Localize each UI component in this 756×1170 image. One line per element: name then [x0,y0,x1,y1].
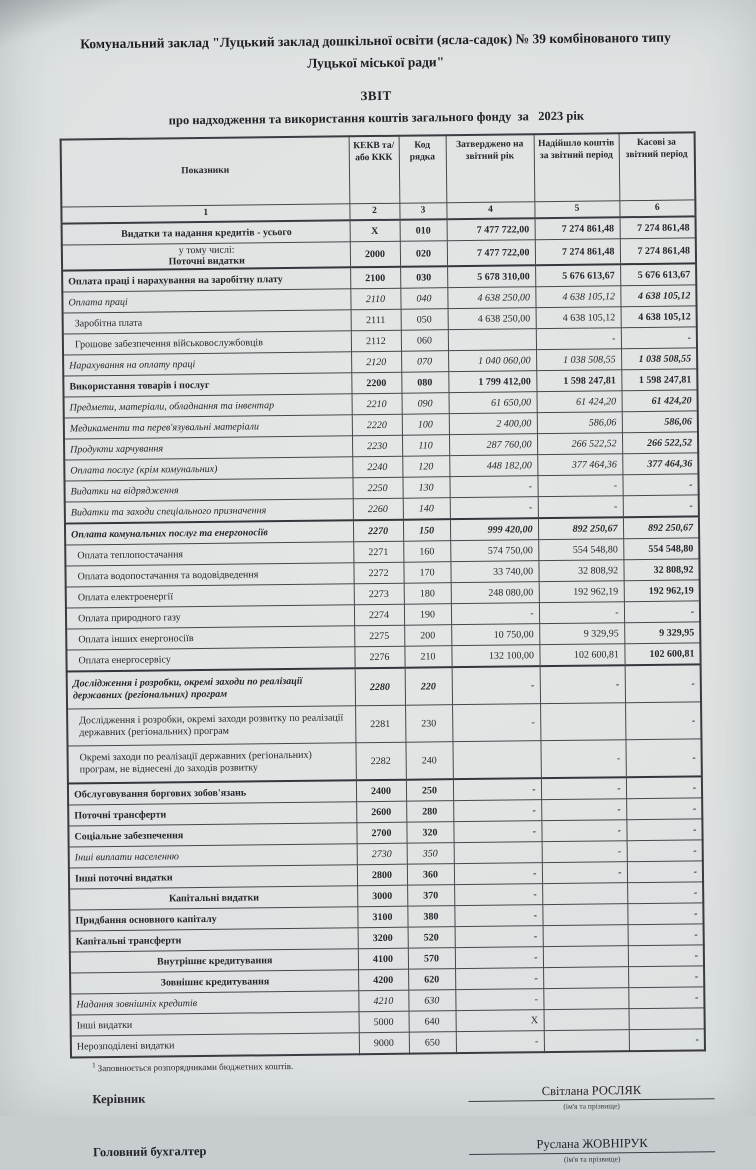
row-code: 200 [404,625,451,647]
approved-value: - [455,989,543,1011]
row-label: Грошове забезпечення військовослужбовців [63,331,351,355]
row-code: 080 [401,372,448,394]
row-label: Соціальне забезпечення [68,823,356,847]
row-label: Інші видатки [71,1012,359,1036]
row-code: 180 [404,583,451,605]
kekv-code: 3000 [357,885,407,907]
cash-value: - [625,739,701,777]
received-value: - [537,475,622,497]
approved-value: - [455,926,543,948]
column-number: 6 [619,200,695,217]
row-code: 240 [405,742,452,780]
report-table-body [62,216,705,1057]
row-code: 570 [408,948,455,970]
row-label: Капітальні трансферти [70,928,358,952]
cash-value: - [623,495,699,517]
row-code: 170 [403,562,450,584]
cash-value: 1 598 247,81 [621,369,697,391]
approved-value: 61 650,00 [449,392,537,414]
report-table [60,131,706,1058]
cash-value: 7 274 861,48 [620,238,696,264]
kekv-code: 2274 [354,604,404,626]
approved-value [452,741,540,779]
approved-value: 4 638 250,00 [448,308,536,330]
row-label: Видатки та заходи спеціального призначення [65,499,353,524]
column-header-received: Надійшло коштів за звітний період [534,133,620,201]
approved-value: - [450,497,538,519]
row-code: 060 [401,330,448,352]
row-label: Заробітна плата [63,310,351,334]
cash-value: - [628,966,704,988]
row-code: 140 [403,498,450,520]
row-code: 030 [400,266,447,288]
received-value: 102 600,81 [539,644,624,666]
kekv-code: 5000 [359,1011,409,1033]
row-code: 360 [407,864,454,886]
received-value: 1 598 247,81 [536,370,621,392]
kekv-code: 2600 [356,801,406,823]
approved-value: 4 638 250,00 [447,287,535,309]
approved-value: 1 799 412,00 [448,371,536,393]
kekv-code: 2272 [353,562,403,584]
row-label: Капітальні видатки [69,886,357,910]
kekv-code: 2110 [350,288,400,310]
approved-value: 1 040 060,00 [448,350,536,372]
row-label: Оплата комунальних послуг та енергоносіїв [65,520,353,545]
received-value: - [542,841,627,863]
received-value: 586,06 [537,412,622,434]
approved-value: 574 750,00 [450,540,538,562]
row-code: 020 [400,241,447,267]
row-code: 280 [406,801,453,823]
row-code: 210 [404,646,451,668]
row-label: Оплата праці і нарахування на заробітну плату [62,267,350,292]
received-value [544,1030,629,1052]
row-label: Оплата інших енергоносіїв [66,626,354,650]
report-title: ЗВІТ [360,87,392,104]
kekv-code: 2700 [356,822,406,844]
column-number: 1 [61,204,349,224]
row-label: Оплата праці [62,289,350,313]
received-value: - [542,862,627,884]
row-label: Оплата природного газу [66,605,354,629]
row-label: Предмети, матеріали, обладнання та інвентар [64,394,352,418]
cash-value: 586,06 [622,411,698,433]
row-label: у тому числі: Поточні видатки [62,242,350,271]
approved-value: - [453,821,541,843]
cash-value: - [627,840,703,862]
table-header-row [61,132,696,207]
approved-value: 10 750,00 [451,624,539,646]
footnote-superscript: 1 [92,1061,96,1070]
kekv-code: 2281 [355,705,405,743]
kekv-code: 2200 [351,372,401,394]
kekv-code: X [350,220,400,242]
kekv-code: 2230 [352,435,402,457]
row-code: 040 [400,288,447,310]
row-label: Дослідження і розробки, окремі заходи по реалізації державних (регіональних) програм [67,668,355,709]
kekv-code: 2260 [353,498,403,520]
cash-value: 5 676 613,67 [620,263,696,285]
kekv-code: 2282 [355,742,405,780]
row-label: Нерозподілені видатки [71,1033,359,1058]
row-code: 090 [402,393,449,415]
received-value [542,904,627,926]
approved-value: 5 678 310,00 [447,265,535,287]
kekv-code: 4100 [358,948,408,970]
received-value: 61 424,20 [537,391,622,413]
signature-name: Руслана ЖОВНІРУК [469,1135,715,1155]
cash-value: - [624,601,700,623]
row-label: Дослідження і розробки, окремі заходи розвитку по реалізації державних (регіональних) програм [67,706,355,746]
row-label: Придбання основного капіталу [69,907,357,931]
row-label: Поточні трансферти [68,802,356,826]
kekv-code: 2112 [351,330,401,352]
cash-value: 1 038 508,55 [621,348,697,370]
kekv-code: 2000 [350,241,400,267]
kekv-code: 9000 [359,1032,409,1054]
kekv-code: 2800 [357,864,407,886]
approved-value: 33 740,00 [450,561,538,583]
row-label: Обслуговування боргових зобов'язань [68,780,356,805]
row-code: 070 [401,351,448,373]
column-number: 2 [349,203,399,220]
kekv-code: 2120 [351,351,401,373]
row-code: 050 [401,309,448,331]
kekv-code: 2100 [350,267,400,289]
row-label: Інші поточні видатки [69,865,357,889]
received-value: 554 548,80 [538,539,623,561]
cash-value: - [628,987,704,1009]
received-value: - [540,740,625,778]
received-value: 266 522,52 [537,433,622,455]
cash-value: 266 522,52 [622,432,698,454]
row-label: Нарахування на оплату праці [63,352,351,376]
approved-value: - [456,1031,544,1053]
kekv-code: 2273 [354,583,404,605]
received-value: - [540,665,625,703]
row-code: 220 [405,667,452,705]
row-code: 650 [409,1032,456,1054]
cash-value: 192 962,19 [624,580,700,602]
received-value [543,967,628,989]
received-value: 1 038 508,55 [536,349,621,371]
organization-name: Комунальний заклад "Луцький заклад дошкільної освіти (ясла-садок) № 39 комбінованого типу Луцької міської ради" [80,29,671,71]
column-header-cash: Касові за звітний період [619,132,696,200]
approved-value: 2 400,00 [449,413,537,435]
row-label: Видатки на відрядження [64,478,352,502]
received-value [543,925,628,947]
received-value [543,946,628,968]
received-value: 32 808,92 [538,560,623,582]
row-code: 320 [406,822,453,844]
row-label: Зовнішнє кредитування [70,970,358,994]
received-value: - [539,602,624,624]
approved-value: 7 477 722,00 [447,240,535,266]
footnote-text: Заповнюється розпорядниками бюджетних коштів. [97,1060,294,1074]
row-code: 120 [402,456,449,478]
signature-role: Головний бухгалтер [93,1143,207,1160]
cash-value: 9 329,95 [624,622,700,644]
kekv-code: 4200 [358,969,408,991]
cash-value: 7 274 861,48 [620,216,696,238]
approved-value: 7 477 722,00 [447,218,535,240]
cash-value: 4 638 105,12 [621,306,697,328]
received-value: - [538,496,623,518]
kekv-code: 3200 [358,927,408,949]
cash-value: 32 808,92 [623,559,699,581]
kekv-code: 2276 [354,646,404,668]
column-number: 4 [446,202,534,219]
approved-value: - [452,666,540,704]
approved-value: - [453,800,541,822]
signature-caption: (ім'я та прізвище) [563,1101,620,1111]
row-code: 110 [402,435,449,457]
row-code: 130 [402,477,449,499]
cash-value: - [627,882,703,904]
column-header-row-code: Код рядка [399,135,447,203]
cash-value: - [628,945,704,967]
cash-value: - [626,819,702,841]
cash-value: 61 424,20 [621,390,697,412]
row-label: Видатки та надання кредитів - усього [62,220,350,245]
column-number: 3 [399,203,446,220]
row-code: 100 [402,414,449,436]
cash-value: 4 638 105,12 [620,285,696,307]
received-value: 7 274 861,48 [535,217,620,239]
approved-value: - [455,947,543,969]
approved-value [448,329,536,351]
column-header-approved: Затверджено на звітний рік [446,134,535,202]
row-label: Оплата енергосервісу [66,647,354,672]
row-code: 150 [403,519,450,541]
approved-value [454,842,542,864]
approved-value: - [454,863,542,885]
row-code: 230 [405,705,452,743]
kekv-code: 2730 [357,843,407,865]
received-value: - [536,328,621,350]
approved-value: 287 760,00 [449,434,537,456]
approved-value: - [451,603,539,625]
row-code: 630 [408,990,455,1012]
row-code: 190 [404,604,451,626]
approved-value: - [449,476,537,498]
received-value: - [541,820,626,842]
approved-value: 448 182,00 [449,455,537,477]
received-value [544,1009,629,1031]
cash-value: - [628,924,704,946]
received-value: - [541,777,626,799]
row-code: 520 [408,927,455,949]
approved-value: 999 420,00 [450,518,538,540]
row-code: 370 [407,885,454,907]
cash-value [629,1008,705,1030]
signature-role: Керівник [92,1091,146,1107]
kekv-code: 2280 [355,668,405,706]
row-code: 380 [407,906,454,928]
row-label: Використання товарів і послуг [63,373,351,397]
row-code: 010 [400,219,447,241]
kekv-code: 2111 [351,309,401,331]
cash-value: - [627,861,703,883]
row-code: 160 [403,541,450,563]
kekv-code: 2220 [352,414,402,436]
received-value [543,988,628,1010]
row-label: Внутрішнє кредитування [70,949,358,973]
approved-value: - [454,905,542,927]
row-label: Оплата водопостачання та водовідведення [65,563,353,587]
received-value [540,703,625,741]
approved-value: - [454,884,542,906]
row-label: Окремі заходи по реалізації державних (регіональних) програм, не віднесені до заходів розвитку [67,743,355,784]
row-label: Медикаменти та перев'язувальні матеріали [64,415,352,439]
received-value: 4 638 105,12 [536,307,621,329]
row-code: 350 [407,843,454,865]
column-header-indicators: Показники [61,136,350,207]
received-value: - [541,799,626,821]
cash-value: - [625,702,701,740]
cash-value: 377 464,36 [622,453,698,475]
approved-value: - [453,778,541,800]
column-header-kekv: КЕКВ та/або ККК [349,136,400,204]
signature-block-accountant [93,1135,705,1169]
approved-value: 132 100,00 [451,645,539,667]
approved-value: 248 080,00 [451,582,539,604]
row-label: Оплата електроенергії [66,584,354,608]
row-label: Надання зовнішніх кредитів [70,991,358,1015]
cash-value: - [629,1029,705,1051]
received-value [542,883,627,905]
kekv-code: 2275 [354,625,404,647]
received-value: 377 464,36 [537,454,622,476]
received-value: 9 329,95 [539,623,624,645]
row-code: 250 [406,779,453,801]
received-value: 7 274 861,48 [535,239,620,265]
kekv-code: 3100 [357,906,407,928]
row-label: Інші виплати населенню [69,844,357,868]
kekv-code: 2210 [352,393,402,415]
row-label: Оплата теплопостачання [65,542,353,566]
row-code: 640 [409,1011,456,1033]
approved-value: - [452,704,540,742]
received-value: 892 250,67 [538,517,623,539]
approved-value: X [456,1010,544,1032]
cash-value: 892 250,67 [623,516,699,538]
kekv-code: 2400 [356,780,406,802]
cash-value: - [627,903,703,925]
cash-value: - [625,664,701,702]
cash-value: 554 548,80 [623,538,699,560]
kekv-code: 4210 [358,990,408,1012]
cash-value: 102 600,81 [624,643,700,665]
received-value: 5 676 613,67 [535,264,620,286]
cash-value: - [621,327,697,349]
kekv-code: 2250 [352,477,402,499]
signature-name: Світлана РОСЛЯК [468,1082,714,1102]
column-number: 5 [534,201,619,218]
signature-block-director [92,1082,704,1116]
kekv-code: 2240 [352,456,402,478]
signature-caption: (ім'я та прізвище) [563,1154,621,1164]
row-code: 620 [408,969,455,991]
report-subtitle: про надходження та використання коштів загального фонду за 2023 рік [168,108,585,128]
received-value: 192 962,19 [539,581,624,603]
cash-value: - [626,776,702,798]
row-label: Оплата послуг (крім комунальних) [64,457,352,481]
kekv-code: 2271 [353,541,403,563]
kekv-code: 2270 [353,520,403,542]
cash-value: - [626,798,702,820]
cash-value: - [622,474,698,496]
approved-value: - [455,968,543,990]
received-value: 4 638 105,12 [535,286,620,308]
row-label: Продукти харчування [64,436,352,460]
